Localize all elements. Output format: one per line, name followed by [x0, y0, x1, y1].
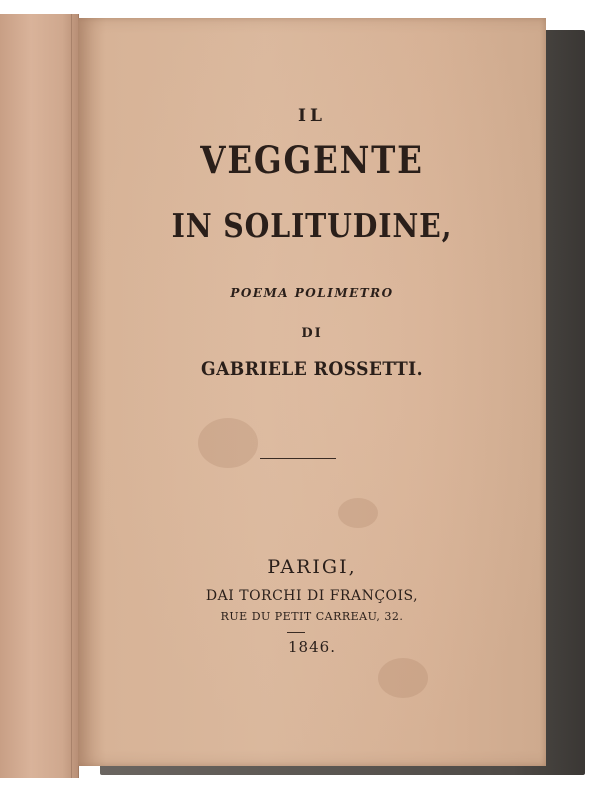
title-sub: IN SOLITUDINE,	[171, 206, 453, 245]
imprint-city: PARIGI,	[267, 556, 357, 578]
imprint-year: 1846.	[288, 638, 336, 656]
genre-line: POEMA POLIMETRO	[230, 286, 394, 300]
author-name: GABRIELE ROSSETTI.	[201, 358, 423, 380]
imprint-address: RUE DU PETIT CARREAU, 32.	[220, 610, 404, 623]
title-page	[78, 18, 546, 766]
divider-rule	[260, 458, 336, 459]
short-divider	[287, 632, 305, 633]
by-line: DI	[301, 326, 323, 341]
imprint-printer: DAI TORCHI DI FRANÇOIS,	[205, 588, 419, 604]
title-main: VEGGENTE	[200, 138, 424, 182]
left-endpaper	[0, 14, 79, 778]
title-article: IL	[298, 106, 326, 126]
title-page-text	[78, 18, 546, 766]
